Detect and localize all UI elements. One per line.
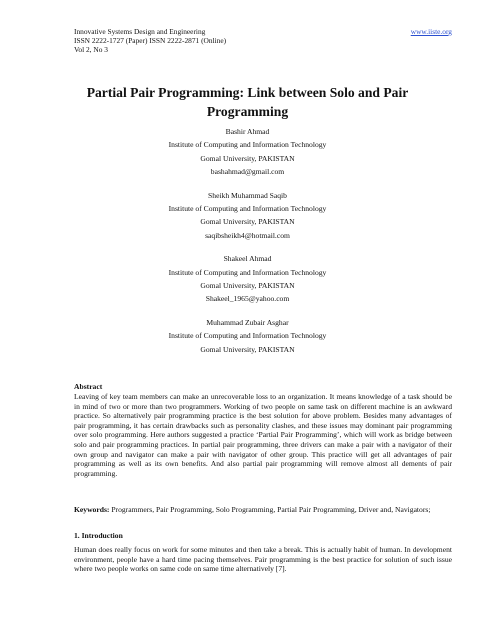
author-email[interactable]: Shakeel_1965@yahoo.com [205, 294, 290, 304]
volume-line: Vol 2, No 3 [74, 45, 108, 55]
website-link[interactable]: www.iiste.org [410, 27, 452, 36]
paper-title: Partial Pair Programming: Link between Solo and Pair Programming [86, 85, 409, 119]
journal-name: Innovative Systems Design and Engineering [74, 27, 206, 36]
author-institute: Institute of Computing and Information Technology [168, 204, 327, 214]
author-university: Gomal University, PAKISTAN [200, 217, 295, 227]
author-university: Gomal University, PAKISTAN [200, 281, 295, 291]
author-list [70, 125, 425, 356]
issn-line: ISSN 2222-1727 (Paper) ISSN 2222-2871 (Online) [74, 36, 227, 46]
author-name: Shakeel Ahmad [223, 254, 272, 264]
author-institute: Institute of Computing and Information Technology [168, 140, 327, 150]
author-email[interactable]: bashahmad@gmail.com [210, 167, 285, 177]
author-name: Muhammad Zubair Asghar [206, 317, 289, 327]
author-institute: Institute of Computing and Information Technology [168, 331, 327, 341]
author-name: Bashir Ahmad [225, 127, 270, 136]
journal-header [74, 27, 226, 55]
author-block [70, 316, 425, 356]
author-block [70, 125, 425, 179]
introduction-text: Human does really focus on work for some minutes and then take a break. This is actually habit of human. In development environment, people have a hard time pacing themselves. Pair programming is the best practice for solution of such issue where two people works on same code on same time alternatively [7]. [74, 545, 452, 574]
keywords [74, 505, 452, 515]
author-email[interactable]: saqibsheikh4@hotmail.com [205, 230, 290, 240]
author-block [70, 189, 425, 243]
introduction-heading: 1. Introduction [74, 531, 123, 540]
keywords-text: Programmers, Pair Programming, Solo Programming, Partial Pair Programming, Driver and, Navigators; [109, 505, 431, 514]
author-block [70, 252, 425, 306]
author-name: Sheikh Muhammad Saqib [208, 190, 287, 200]
author-university: Gomal University, PAKISTAN [200, 153, 295, 163]
keywords-label: Keywords: [74, 505, 110, 514]
abstract-heading: Abstract [74, 382, 103, 391]
author-institute: Institute of Computing and Information Technology [168, 267, 327, 277]
abstract-text: Leaving of key team members can make an unrecoverable loss to an organization. It means knowledge of a task should be in mind of two or more than two programmers. Working of two people on same task on different machine is an awkward practice. So alternatively pair programming practice is the best solution for above problem. Besides many advantages of pair programming, it has certain drawbacks such as personality clashes, and these issues may dominant pair programming over solo programming. Here authors suggested a practice ‘Partial Pair Programming’, which will work as bridge between solo and pair programming practices. In partial pair programming, three drivers can make a pair with a navigator of their own group and navigator can make a pair with navigator of other group. This practice will get all advantages of pair programming as well as its own benefits. And also partial pair programming will remove almost all dements of pair programming. [74, 392, 452, 478]
author-university: Gomal University, PAKISTAN [200, 344, 295, 354]
